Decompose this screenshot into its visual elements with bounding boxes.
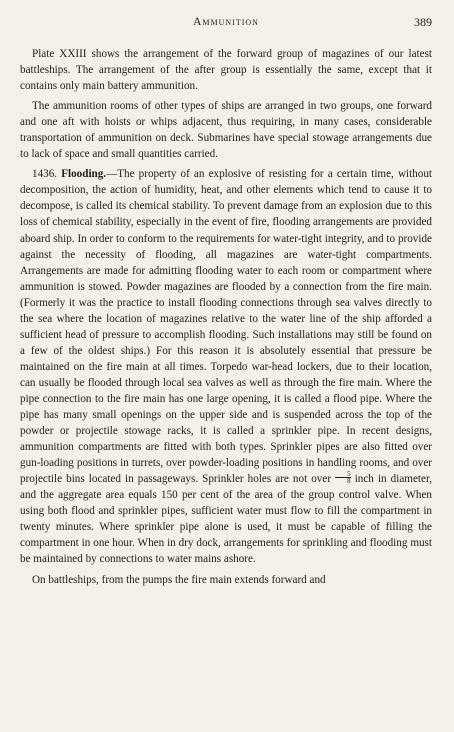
flooding-text-part-2: inch in diameter, and the aggregate area equals 150 per cent of the area of the group control valve. When using both flood and sprinkler pipes, sufficient water must flow to fill the compartment in twenty minutes. Where sprinkler pipe alone is used, it must be capable of filling the compartment in one hour. When in dry dock, arrangements for sprinkling and flooding must be maintained by connections to water mains ashore.	[20, 473, 432, 566]
fraction-five-eighths	[335, 471, 351, 484]
section-number: 1436.	[32, 168, 58, 181]
paragraph-plate-xxiii: Plate XXIII shows the arrangement of the forward group of magazines of our latest battleships. The arrangement of the after group is essentially the same, except that it contains only main battery ammunition.	[20, 48, 432, 93]
flooding-text-part-1: —The property of an explosive of resisting for a certain time, without decomposition, the action of humidity, heat, and other elements which tend to cause it to decompose, is called its chemical stability. To prevent damage from an explosion due to this loss of chemical stability, especially in the event of fire, flooding arrangements are provided aboard ship. In order to conform to the requirements for water-tight integrity, and to provide against the necessity of flooding, all magazines are water-tight compartments. Arrangements are made for admitting flooding water to each room or compartment where ammunition is stowed. Powder magazines are flooded by a connection from the fire main. (Formerly it was the practice to install flooding connections through sea valves directly to the sea where the location of magazines relative to the water line of the ship afforded a sufficient head of pressure to accomplish flooding. Such installations may still be found on a few of the oldest ships.) For this reason it is absolutely essential that pressure be maintained on the fire main at all times. Torpedo war-head lockers, due to their location, can usually be flooded through local sea valves as well as through the fire main. Where the pipe connection to the fire main has one large opening, it is called a flood pipe. Where the pipe has many small openings on the upper side and is suspended across the top of the powder or projectile stowage racks, it is called a sprinkler pipe. In recent designs, ammunition compartments are fitted with both types. Sprinkler pipes are also fitted over gun-loading positions in turrets, over powder-loading positions in handling rooms, and over projectile bins located in passageways. Sprinkler holes are not over	[20, 168, 432, 486]
section-title: Flooding.	[61, 168, 107, 181]
page-body	[20, 46, 432, 588]
fraction-denominator: 8	[347, 477, 351, 486]
page-number: 389	[414, 15, 432, 29]
page-header	[20, 14, 432, 32]
fraction-numerator: 5	[335, 471, 351, 478]
paragraph-flooding	[20, 166, 432, 567]
paragraph-battleships: On battleships, from the pumps the fire main extends forward and	[32, 573, 326, 586]
paragraph-ammunition-rooms: The ammunition rooms of other types of ships are arranged in two groups, one forward and one aft with hoists or whips adjacent, thus requiring, in many cases, considerable transportation of ammunition on deck. Submarines have special stowage arrangements due to lack of space and small quantities carried.	[20, 100, 432, 161]
running-head: Ammunition	[193, 16, 259, 28]
